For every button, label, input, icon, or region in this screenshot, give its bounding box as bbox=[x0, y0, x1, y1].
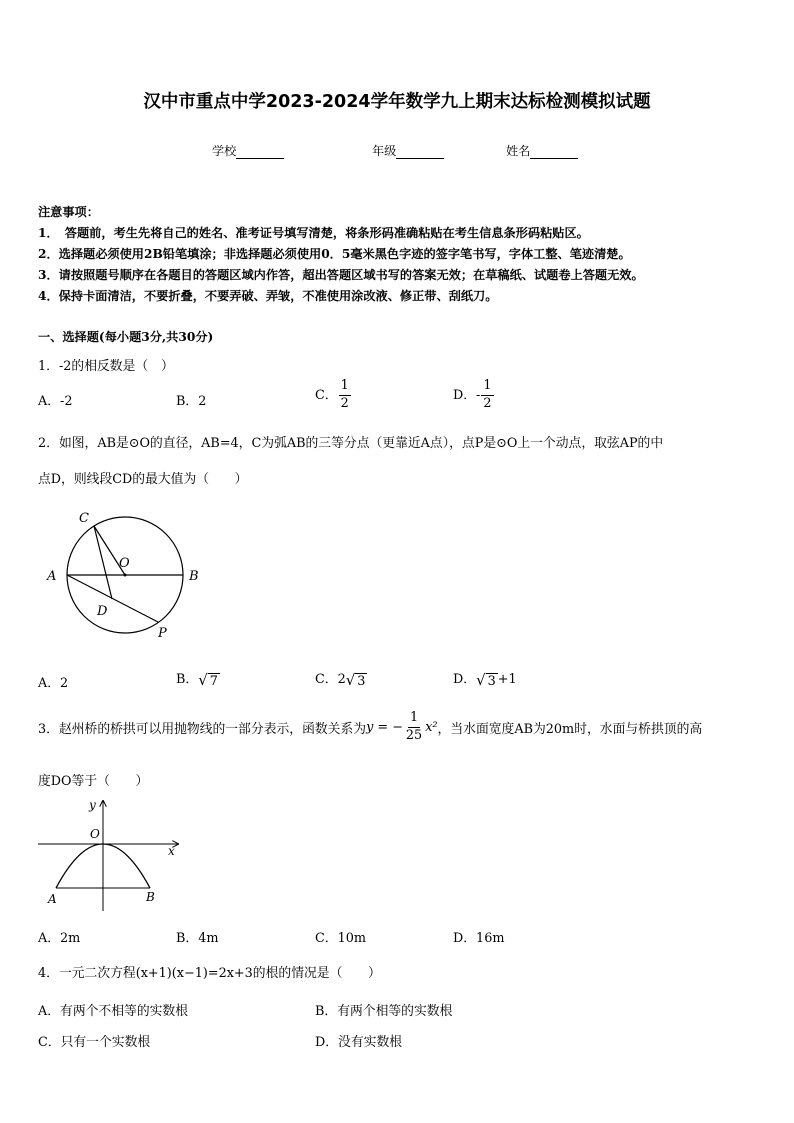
q2-stem-line2: 点D，则线段CD的最大值为（ ） bbox=[38, 472, 248, 487]
sqrt-icon: √ bbox=[198, 670, 208, 689]
label-o: O bbox=[90, 827, 100, 841]
q4-option-c: C．只有一个实数根 bbox=[38, 1035, 151, 1050]
q1-d-denominator: 2 bbox=[483, 395, 492, 411]
q2-option-b bbox=[176, 668, 220, 689]
q1-option-c-fraction bbox=[339, 380, 351, 411]
label-o: O bbox=[119, 556, 130, 571]
label-p: P bbox=[158, 626, 167, 641]
q2-d-radicand: 3 bbox=[487, 673, 496, 689]
q3-stem-line1 bbox=[38, 712, 702, 743]
q3-parabola-figure bbox=[36, 795, 186, 913]
q1-option-d-prefix: D．- bbox=[453, 387, 481, 403]
q4-option-d: D．没有实数根 bbox=[315, 1035, 403, 1050]
q2-option-d-prefix: D． bbox=[453, 672, 477, 687]
q1-option-c-prefix: C． bbox=[315, 387, 338, 403]
label-c: C bbox=[79, 511, 89, 526]
q3-equation-lhs: y = − bbox=[366, 719, 403, 735]
school-blank bbox=[236, 144, 284, 159]
name-field bbox=[506, 142, 578, 159]
q3-frac-numerator: 1 bbox=[408, 712, 420, 728]
q3-option-c: C．10m bbox=[315, 931, 367, 946]
notice-item-2: 2．选择题必须使用2B铅笔填涂；非选择题必须使用0．5毫米黑色字迹的签字笔书写，字体工整、笔迹清楚。 bbox=[38, 247, 631, 261]
q3-x-squared: x² bbox=[425, 719, 438, 735]
q3-stem-line2: 度DO等于（ ） bbox=[38, 774, 149, 789]
segment-cd bbox=[94, 526, 112, 599]
q1-d-numerator: 1 bbox=[481, 380, 493, 396]
q3-stem-a: 3．赵州桥的桥拱可以用抛物线的一部分表示，函数关系为 bbox=[38, 721, 367, 737]
school-label: 学校 bbox=[212, 144, 237, 158]
q2-option-c bbox=[315, 668, 367, 689]
grade-blank bbox=[396, 144, 444, 159]
q2-option-b-sqrt bbox=[198, 671, 220, 689]
q1-option-d-fraction bbox=[481, 380, 493, 411]
center-point bbox=[124, 574, 127, 577]
q2-option-d bbox=[453, 668, 517, 689]
q2-circle-figure bbox=[40, 505, 210, 645]
q4-option-b: B．有两个相等的实数根 bbox=[315, 1004, 453, 1019]
name-label: 姓名 bbox=[506, 144, 531, 158]
q4-option-a: A．有两个不相等的实数根 bbox=[38, 1004, 189, 1019]
notice-item-4: 4．保持卡面清洁，不要折叠，不要弄破、弄皱，不准使用涂改液、修正带、刮纸刀。 bbox=[38, 289, 498, 303]
sqrt-icon: √ bbox=[476, 670, 486, 689]
page-title: 汉中市重点中学2023-2024学年数学九上期末达标检测模拟试题 bbox=[143, 92, 651, 112]
q1-option-d bbox=[453, 380, 495, 411]
notice-heading: 注意事项： bbox=[38, 205, 99, 219]
q3-option-b: B．4m bbox=[176, 931, 219, 946]
grade-label: 年级 bbox=[372, 144, 397, 158]
q1-option-c bbox=[315, 380, 352, 411]
name-blank bbox=[530, 144, 578, 159]
q4-stem: 4．一元二次方程(x+1)(x−1)=2x+3的根的情况是（ ） bbox=[38, 966, 381, 981]
label-b: B bbox=[189, 569, 199, 584]
q2-option-d-suffix: +1 bbox=[497, 672, 517, 687]
label-x: x bbox=[168, 844, 175, 858]
q3-frac-denominator: 25 bbox=[405, 727, 423, 743]
q2-option-b-prefix: B． bbox=[176, 672, 199, 687]
q2-option-c-prefix: C．2 bbox=[315, 672, 346, 687]
q1-stem: 1．-2的相反数是（ ） bbox=[38, 359, 174, 374]
q2-option-d-sqrt bbox=[476, 671, 498, 689]
q2-c-radicand: 3 bbox=[357, 673, 366, 689]
q1-option-a: A．-2 bbox=[38, 394, 73, 409]
q2-b-radicand: 7 bbox=[209, 673, 218, 689]
q2-stem-line1: 2．如图，AB是⊙O的直径，AB=4，C为弧AB的三等分点（更靠近A点），点P是⊙O上一个动点，取弦AP的中 bbox=[38, 436, 664, 451]
q1-option-b: B．2 bbox=[176, 394, 207, 409]
grade-field bbox=[372, 142, 444, 159]
section-heading: 一、选择题(每小题3分,共30分) bbox=[38, 330, 214, 344]
school-field bbox=[212, 142, 284, 159]
q3-stem-b: ，当水面宽度AB为20m时，水面与桥拱顶的高 bbox=[437, 721, 703, 737]
label-y: y bbox=[89, 798, 96, 812]
q3-fraction bbox=[404, 712, 424, 743]
notice-item-3: 3．请按照题号顺序在各题目的答题区域内作答，超出答题区域书写的答案无效；在草稿纸、试题卷上答题无效。 bbox=[38, 268, 644, 282]
q3-option-a: A．2m bbox=[38, 931, 81, 946]
q1-c-denominator: 2 bbox=[340, 395, 349, 411]
label-a: A bbox=[47, 569, 57, 584]
label-a: A bbox=[48, 892, 57, 906]
chord-ap bbox=[67, 575, 158, 622]
q2-option-c-sqrt bbox=[346, 671, 368, 689]
label-d: D bbox=[97, 604, 108, 619]
notice-item-1: 1． 答题前，考生先将自己的姓名、准考证号填写清楚，将条形码准确粘贴在考生信息条形码粘贴区。 bbox=[38, 226, 589, 240]
label-b: B bbox=[146, 890, 155, 904]
q2-option-a: A．2 bbox=[38, 676, 69, 691]
q1-c-numerator: 1 bbox=[339, 380, 351, 396]
q3-option-d: D．16m bbox=[453, 931, 505, 946]
sqrt-icon: √ bbox=[345, 670, 356, 689]
